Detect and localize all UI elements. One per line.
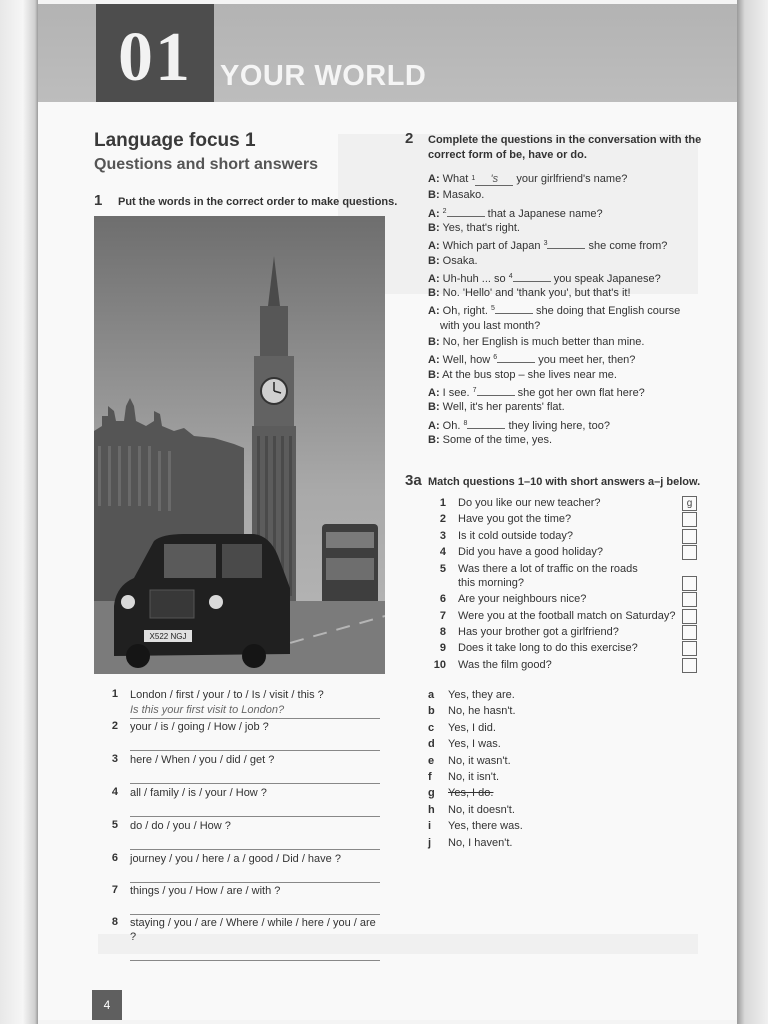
match-question-number: 10 bbox=[433, 658, 446, 671]
short-answer-text: Yes, I was. bbox=[448, 738, 501, 751]
gap-blank[interactable] bbox=[497, 351, 535, 363]
dialogue-line bbox=[428, 286, 631, 300]
dialogue-text: Masako. bbox=[442, 189, 485, 202]
dialogue-text: Uh-huh ... so bbox=[442, 272, 506, 285]
answer-box[interactable] bbox=[682, 641, 697, 656]
answer-box[interactable] bbox=[682, 576, 697, 591]
speaker-label: B: bbox=[428, 401, 440, 414]
ex1-item-words: here / When / you / did / get ? bbox=[130, 754, 275, 766]
dialogue-line bbox=[428, 335, 644, 349]
match-question-number: 3 bbox=[439, 529, 446, 542]
match-question-text: Is it cold outside today? bbox=[458, 529, 573, 542]
speaker-label: B: bbox=[428, 368, 440, 381]
ex1-item-number: 3 bbox=[111, 753, 118, 765]
gap-number: 8 bbox=[463, 419, 468, 427]
speaker-label: B: bbox=[428, 287, 440, 300]
exercise-3-instruction: Match questions 1–10 with short answers a–j below. bbox=[428, 476, 701, 488]
speaker-label: B: bbox=[428, 336, 440, 348]
dialogue-line bbox=[428, 221, 520, 235]
exercise-2-number: 2 bbox=[405, 130, 414, 147]
ex1-answer-line[interactable] bbox=[130, 736, 380, 751]
dialogue-line bbox=[428, 172, 627, 186]
gap-blank[interactable] bbox=[513, 270, 551, 282]
dialogue-text: you meet her, then? bbox=[538, 354, 636, 367]
ex1-item-words: your / is / going / How / job ? bbox=[130, 721, 269, 733]
dialogue-text: with you last month? bbox=[440, 319, 541, 332]
match-question-number: 9 bbox=[439, 642, 446, 655]
speaker-label: A: bbox=[428, 173, 440, 185]
page-number: 4 bbox=[92, 990, 122, 1020]
dialogue-line bbox=[428, 270, 661, 286]
speaker-label: B: bbox=[428, 433, 440, 446]
ex1-item-words: London / first / your / to / Is / visit / this ? bbox=[130, 689, 324, 701]
speaker-label: A: bbox=[428, 419, 440, 432]
dialogue-line bbox=[428, 205, 603, 221]
london-photo bbox=[94, 216, 385, 674]
dialogue-text: they living here, too? bbox=[508, 419, 610, 432]
big-ben-taxi-illustration bbox=[94, 216, 385, 674]
taxi-plate: X522 NGJ bbox=[149, 632, 187, 641]
gap-number: 1 bbox=[471, 175, 476, 182]
match-question-text: Does it take long to do this exercise? bbox=[458, 642, 638, 655]
speaker-label: A: bbox=[428, 272, 440, 285]
gap-number: 3 bbox=[543, 240, 548, 248]
dialogue-text: she come from? bbox=[588, 240, 668, 253]
match-question-text: Have you got the time? bbox=[458, 513, 572, 526]
short-answer-text: Yes, I did. bbox=[448, 721, 496, 734]
match-question-text: Was there a lot of traffic on the roads bbox=[458, 562, 638, 575]
answer-box[interactable] bbox=[682, 658, 697, 673]
scan-edge-right bbox=[737, 0, 768, 1024]
dialogue-text: Oh. bbox=[442, 419, 461, 432]
dialogue-text: she got her own flat here? bbox=[517, 386, 645, 399]
short-answer-text: Yes, I do. bbox=[448, 787, 494, 800]
match-question-text: Has your brother got a girlfriend? bbox=[458, 625, 619, 638]
match-question-text: Are your neighbours nice? bbox=[458, 593, 587, 606]
gap-number: 2 bbox=[442, 207, 447, 215]
match-question-text: this morning? bbox=[458, 576, 525, 589]
short-answer-letter: d bbox=[428, 738, 435, 751]
gap-number: 5 bbox=[490, 305, 495, 313]
ex1-item-number: 5 bbox=[111, 819, 118, 831]
chapter-number-box bbox=[96, 4, 214, 102]
ex1-item-words: staying / you / are / Where / while / here / you / are ? bbox=[130, 917, 376, 943]
speaker-label: A: bbox=[428, 305, 440, 318]
exercise-1-number: 1 bbox=[94, 192, 103, 209]
answer-box[interactable] bbox=[682, 512, 697, 527]
ex1-answer-line[interactable] bbox=[130, 769, 380, 784]
dialogue-text: Osaka. bbox=[442, 254, 478, 267]
ex1-answer-line[interactable] bbox=[130, 868, 380, 883]
ex1-answer-line[interactable] bbox=[130, 946, 380, 961]
exercise-2-instruction bbox=[428, 133, 718, 163]
short-answer-letter: b bbox=[428, 705, 435, 718]
ex1-answer-line[interactable] bbox=[130, 900, 380, 915]
dialogue-line bbox=[428, 351, 635, 367]
short-answer-text: No, it doesn't. bbox=[448, 803, 515, 816]
ex1-item-words: journey / you / here / a / good / Did / have ? bbox=[130, 853, 341, 865]
gap-number: 7 bbox=[472, 386, 477, 394]
scan-edge-left bbox=[0, 0, 38, 1024]
dialogue-line bbox=[428, 188, 484, 202]
match-question-number: 7 bbox=[439, 609, 446, 622]
gap-blank[interactable] bbox=[495, 302, 533, 314]
dialogue-text: Some of the time, yes. bbox=[442, 433, 553, 446]
ex1-item-words: things / you / How / are / with ? bbox=[130, 885, 281, 897]
ex1-item-number: 8 bbox=[111, 916, 118, 928]
speaker-label: A: bbox=[428, 386, 440, 399]
ex1-answer-line[interactable]: Is this your first visit to London? bbox=[130, 704, 380, 719]
dialogue-text: At the bus stop – she lives near me. bbox=[442, 368, 617, 381]
ex1-item-words: all / family / is / your / How ? bbox=[130, 787, 267, 799]
chapter-header bbox=[38, 4, 737, 102]
chapter-number: 01 bbox=[118, 19, 192, 96]
dialogue-line bbox=[428, 237, 667, 253]
answer-box[interactable] bbox=[682, 545, 697, 560]
speaker-label: B: bbox=[428, 221, 440, 234]
chapter-title: YOUR WORLD bbox=[220, 60, 427, 92]
dialogue-line bbox=[428, 417, 610, 433]
gap-blank[interactable]: 's bbox=[475, 174, 513, 186]
short-answer-text: No, it wasn't. bbox=[448, 754, 511, 767]
match-question-text: Did you have a good holiday? bbox=[458, 546, 603, 559]
dialogue-text: Oh, right. bbox=[442, 305, 488, 318]
exercise-2-instruction-line: correct form of be, have or do. bbox=[428, 149, 587, 161]
dialogue-line bbox=[428, 400, 565, 414]
dialogue-text: No. 'Hello' and 'thank you', but that's it! bbox=[442, 287, 631, 300]
ex1-answer-line[interactable] bbox=[130, 802, 380, 817]
dialogue-text: Well, it's her parents' flat. bbox=[442, 401, 565, 414]
short-answer-text: No, I haven't. bbox=[448, 836, 513, 849]
exercise-3-number: 3a bbox=[405, 472, 422, 489]
exercise-1-instruction: Put the words in the correct order to make questions. bbox=[118, 196, 398, 208]
dialogue-line bbox=[428, 384, 645, 400]
speaker-label: A: bbox=[428, 354, 440, 367]
ex1-item-words: do / do / you / How ? bbox=[130, 820, 231, 832]
dialogue-text: you speak Japanese? bbox=[553, 272, 661, 285]
dialogue-text: I see. bbox=[442, 386, 470, 399]
dialogue-line bbox=[428, 254, 478, 268]
match-question-number: 2 bbox=[439, 513, 446, 526]
dialogue-text: that a Japanese name? bbox=[487, 207, 603, 220]
match-question-text: Was the film good? bbox=[458, 658, 552, 671]
short-answer-letter: a bbox=[428, 689, 435, 701]
gap-blank[interactable] bbox=[467, 417, 505, 429]
gap-blank[interactable] bbox=[447, 205, 485, 217]
match-question-number: 4 bbox=[439, 546, 446, 559]
short-answer-letter: h bbox=[428, 803, 435, 816]
answer-box[interactable] bbox=[682, 592, 697, 607]
short-answer-letter: f bbox=[428, 771, 432, 783]
gap-number: 4 bbox=[508, 272, 513, 280]
gap-blank[interactable] bbox=[477, 384, 515, 396]
ex1-item-number: 7 bbox=[111, 884, 118, 896]
ex1-item-number: 4 bbox=[111, 786, 118, 798]
dialogue-text: No, her English is much better than mine. bbox=[442, 336, 645, 348]
short-answer-letter: c bbox=[428, 721, 435, 734]
short-answer-letter: e bbox=[428, 754, 435, 767]
answer-box[interactable] bbox=[682, 529, 697, 544]
ex1-item-number: 1 bbox=[111, 688, 118, 700]
exercise-2-instruction-line: Complete the questions in the conversation with the bbox=[428, 134, 702, 146]
dialogue-line bbox=[428, 368, 617, 382]
answer-box[interactable] bbox=[682, 609, 697, 624]
match-question-number: 5 bbox=[439, 562, 446, 575]
gap-number: 6 bbox=[493, 354, 498, 362]
dialogue-text: Which part of Japan bbox=[442, 240, 541, 253]
ex1-answer-line[interactable] bbox=[130, 835, 380, 850]
dialogue-line bbox=[428, 302, 680, 318]
gap-blank[interactable] bbox=[547, 237, 585, 249]
short-answer-text: Yes, there was. bbox=[448, 820, 523, 833]
dialogue-text: What bbox=[442, 173, 469, 185]
short-answer-text: Yes, they are. bbox=[448, 689, 515, 701]
section-subtitle: Questions and short answers bbox=[94, 156, 319, 173]
short-answer-text: No, he hasn't. bbox=[448, 705, 516, 718]
dialogue-text: your girlfriend's name? bbox=[516, 173, 628, 185]
answer-box[interactable] bbox=[682, 625, 697, 640]
ex1-item-number: 6 bbox=[111, 852, 118, 864]
match-question-text: Were you at the football match on Saturday? bbox=[458, 609, 676, 622]
dialogue-text: Yes, that's right. bbox=[442, 221, 520, 234]
short-answer-text: No, it isn't. bbox=[448, 771, 500, 783]
dialogue-text: she doing that English course bbox=[535, 305, 681, 318]
match-question-number: 1 bbox=[439, 497, 446, 509]
speaker-label: A: bbox=[428, 240, 440, 253]
match-question-number: 8 bbox=[439, 625, 446, 638]
speaker-label: B: bbox=[428, 189, 440, 202]
workbook-page bbox=[38, 4, 737, 1020]
short-answer-letter: j bbox=[428, 836, 432, 849]
dialogue-text: Well, how bbox=[442, 354, 491, 367]
speaker-label: B: bbox=[428, 254, 440, 267]
short-answer-letter: i bbox=[428, 820, 432, 833]
dialogue-line bbox=[428, 319, 540, 333]
answer-box[interactable]: g bbox=[682, 496, 697, 511]
ex1-item-number: 2 bbox=[111, 720, 118, 732]
short-answer-letter: g bbox=[428, 787, 435, 800]
speaker-label: A: bbox=[428, 207, 440, 220]
match-question-number: 6 bbox=[439, 593, 446, 606]
section-title: Language focus 1 bbox=[94, 130, 256, 151]
dialogue-line bbox=[428, 433, 552, 447]
match-question-text: Do you like our new teacher? bbox=[458, 497, 601, 509]
